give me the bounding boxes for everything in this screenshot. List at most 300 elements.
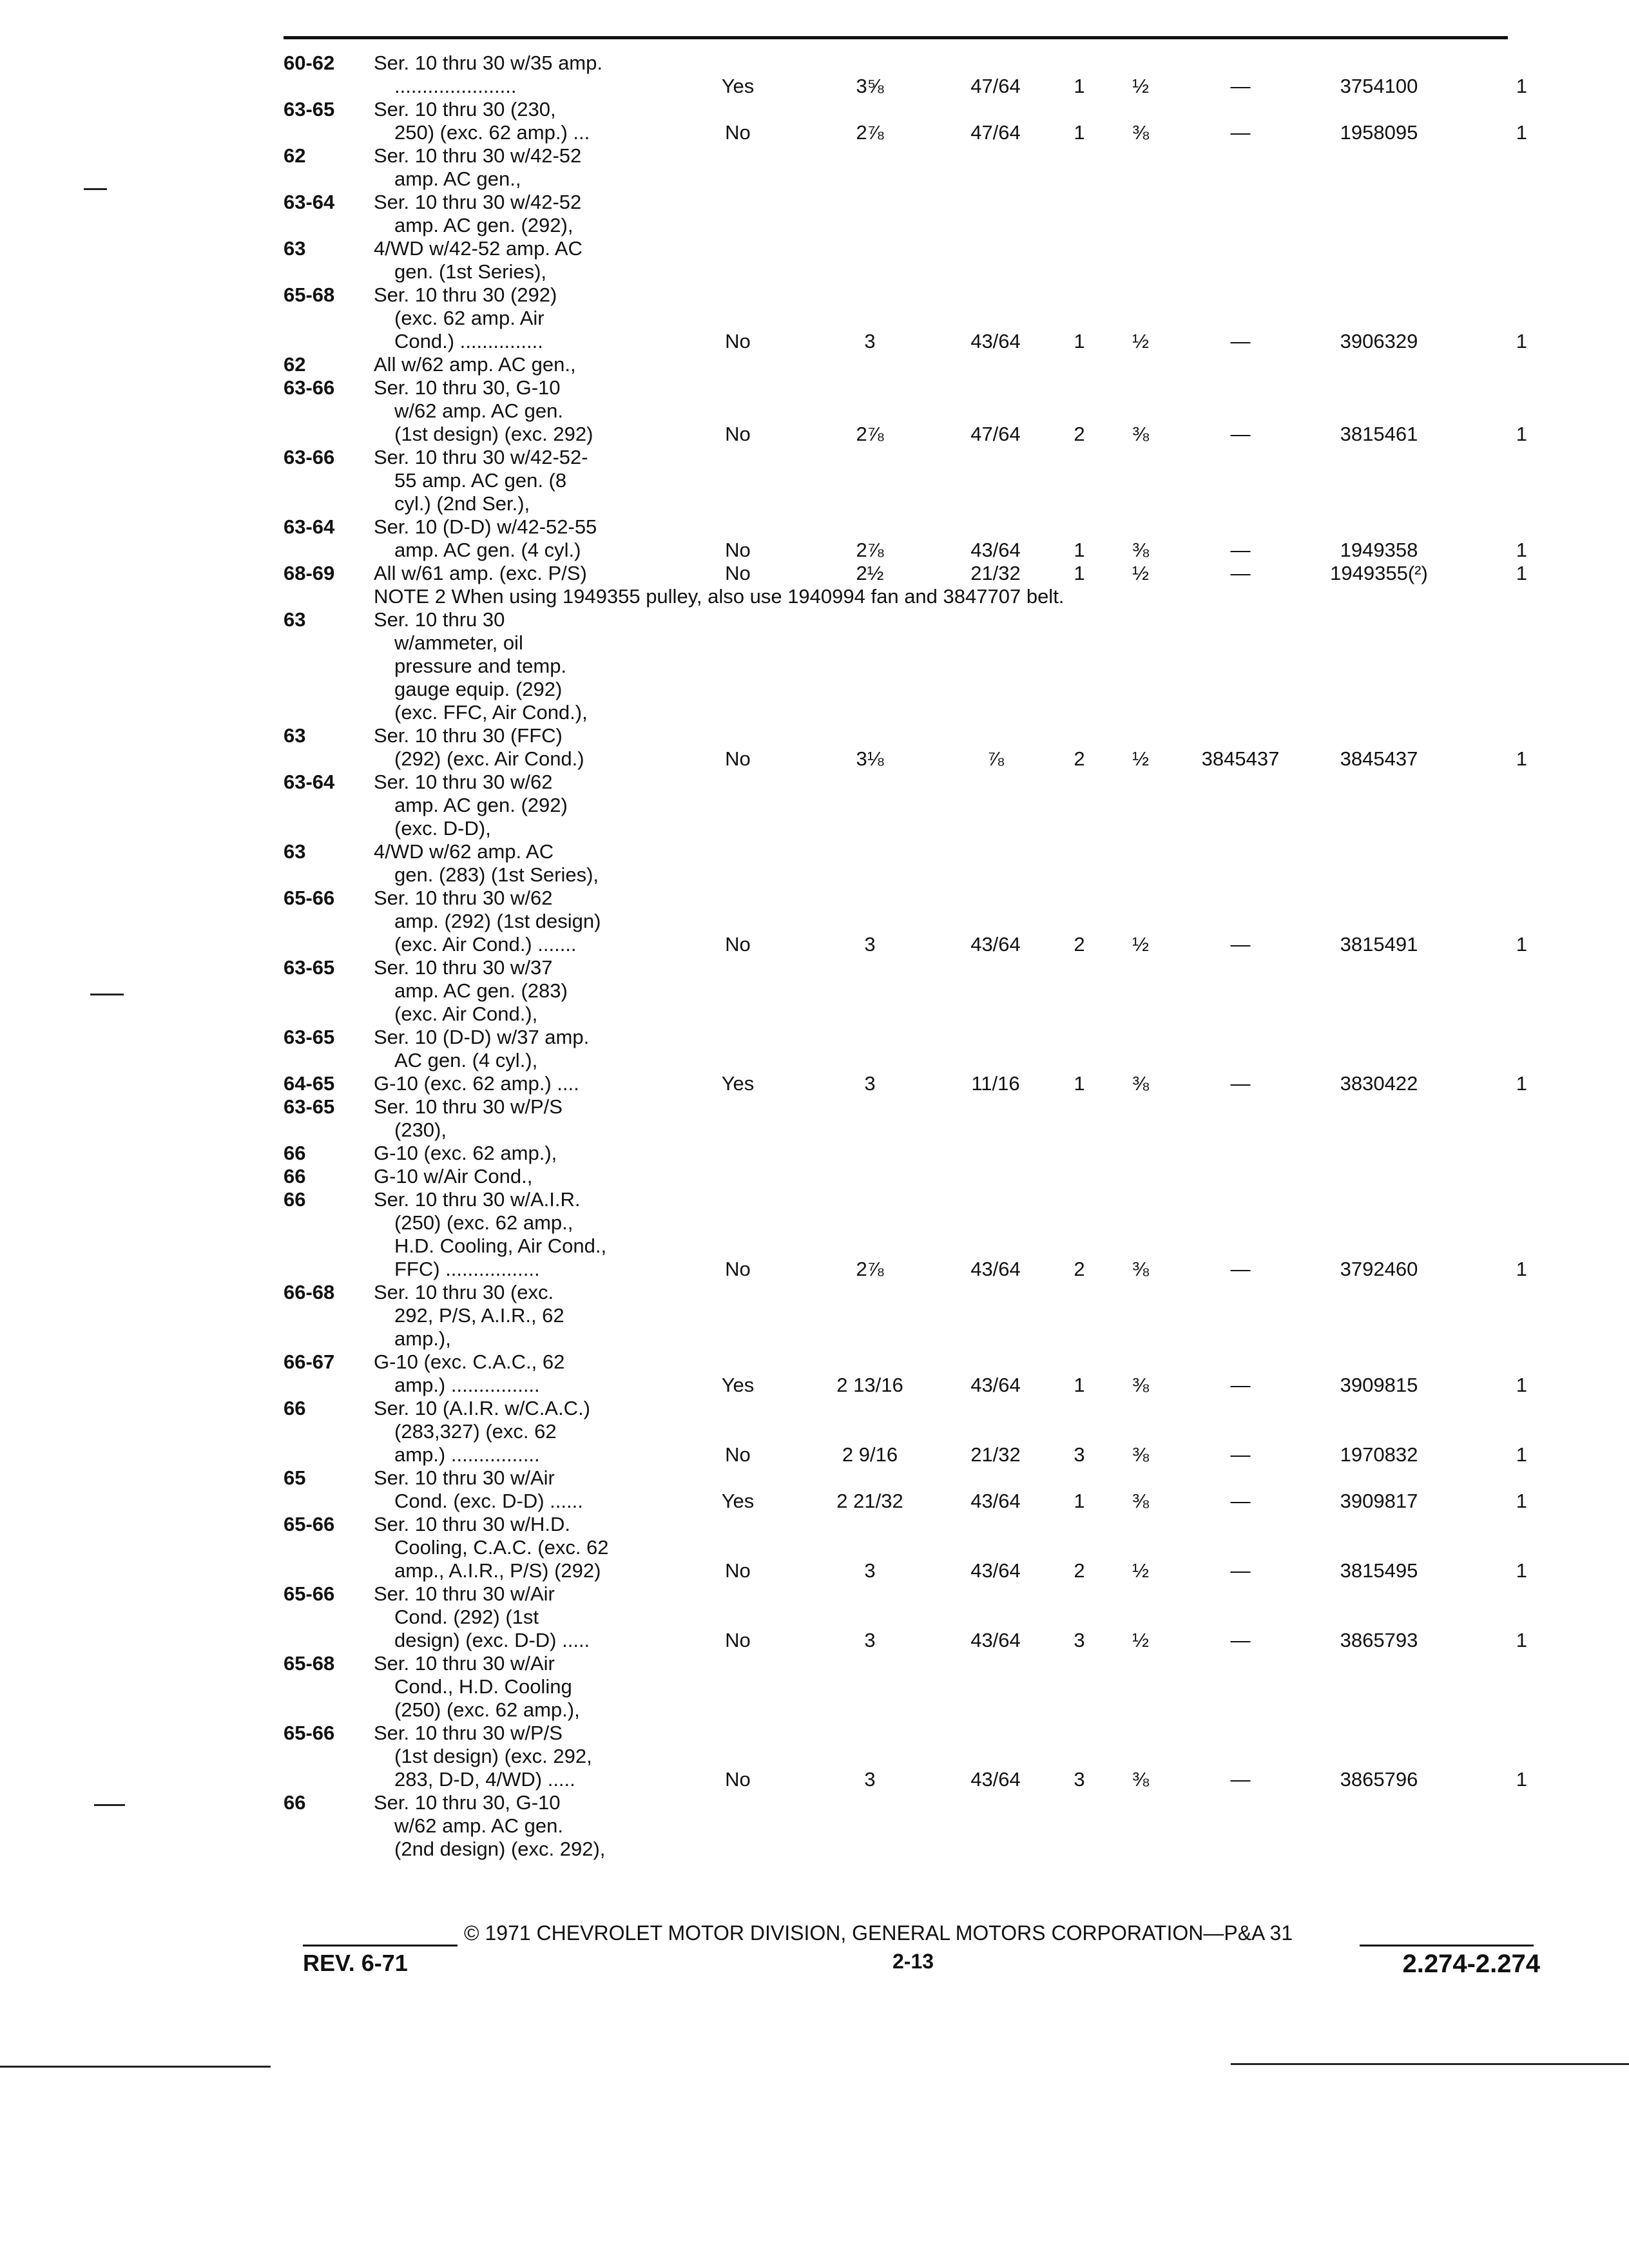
model-year: 66: [284, 1791, 306, 1814]
cell-qt: 1: [1516, 1768, 1527, 1791]
cell-w1: 2 21/32: [836, 1490, 903, 1512]
description-line: w/ammeter, oil: [394, 631, 523, 654]
application-description: [374, 1281, 677, 1350]
cell-yn: No: [725, 1258, 751, 1280]
description-line: G-10 (exc. 62 amp.) ....: [374, 1072, 579, 1095]
description-line: (283,327) (exc. 62: [394, 1420, 557, 1443]
application-description: [374, 191, 677, 237]
description-line: amp. (292) (1st design): [394, 910, 601, 932]
cell-qt: 1: [1516, 933, 1527, 956]
table-row: [284, 1095, 1547, 1142]
cell-bp: —: [1230, 1072, 1251, 1095]
cell-nm: 1: [1074, 1490, 1085, 1512]
description-line: Cond., H.D. Cooling: [394, 1675, 572, 1698]
description-line: (230),: [394, 1119, 447, 1141]
cell-yn: Yes: [721, 1490, 755, 1512]
cell-w1: 2⅞: [856, 121, 884, 144]
cell-yn: No: [725, 562, 751, 584]
description-line: (exc. D-D),: [394, 817, 491, 840]
cell-w2: 43/64: [970, 1559, 1021, 1582]
table-row: [284, 1142, 1547, 1165]
cell-qt: 1: [1516, 1629, 1527, 1651]
table-row: [284, 562, 1547, 585]
top-rule: [284, 36, 1508, 39]
cell-qt: 1: [1516, 1374, 1527, 1396]
description-line: amp. AC gen.,: [394, 168, 521, 190]
description-line: (250) (exc. 62 amp.,: [394, 1211, 574, 1234]
description-line: Cond. (292) (1st: [394, 1606, 539, 1628]
cell-qt: 1: [1516, 423, 1527, 445]
cell-nm: 1: [1074, 330, 1085, 352]
model-year: 65-66: [284, 887, 335, 909]
description-line: Cond.) ...............: [394, 330, 543, 352]
cell-w2: 21/32: [970, 562, 1021, 584]
application-description: [374, 237, 677, 284]
section-number: 2.274-2.274: [1402, 1950, 1540, 1978]
cell-nm: 2: [1074, 933, 1085, 956]
description-line: Ser. 10 thru 30 w/H.D.: [374, 1513, 570, 1535]
table-row: [284, 1188, 1547, 1281]
application-description: [374, 446, 677, 515]
description-line: Ser. 10 thru 30 w/Air: [374, 1466, 555, 1489]
application-description: [374, 1397, 677, 1466]
footer-rule-left: [303, 1945, 458, 1946]
cell-pn: 3815495: [1340, 1559, 1418, 1582]
table-row: [284, 608, 1547, 724]
cell-yn: No: [725, 747, 751, 770]
cell-sz: ⅜: [1132, 539, 1149, 561]
description-line: Ser. 10 thru 30 w/35 amp.: [374, 52, 602, 74]
cell-w2: 47/64: [970, 423, 1021, 445]
description-line: Ser. 10 (D-D) w/42-52-55: [374, 515, 597, 538]
model-year: 63: [284, 608, 306, 631]
table-row: [284, 515, 1547, 562]
description-line: amp. AC gen. (283): [394, 979, 568, 1002]
cell-w2: 43/64: [970, 1629, 1021, 1651]
model-year: 63-66: [284, 376, 335, 399]
application-description: [374, 1026, 677, 1072]
description-line: Ser. 10 thru 30 w/A.I.R.: [374, 1188, 581, 1211]
cell-w1: 3: [864, 330, 876, 352]
table-row: [284, 1791, 1547, 1861]
description-line: Ser. 10 thru 30 w/Air: [374, 1652, 555, 1675]
cell-bp: —: [1230, 539, 1251, 561]
description-line: (exc. Air Cond.),: [394, 1003, 538, 1025]
description-line: 292, P/S, A.I.R., 62: [394, 1304, 564, 1327]
description-line: (exc. 62 amp. Air: [394, 307, 545, 329]
cell-sz: ⅜: [1132, 1374, 1149, 1396]
cell-yn: No: [725, 1768, 751, 1791]
description-line: amp.),: [394, 1327, 451, 1350]
cell-w1: 3⅝: [856, 75, 884, 97]
bottom-rule-right: [1231, 2063, 1629, 2065]
description-line: NOTE 2 When using 1949355 pulley, also use 1940994 fan and 3847707 belt.: [374, 585, 1065, 608]
application-description: [374, 1466, 677, 1513]
cell-sz: ½: [1132, 75, 1149, 97]
description-line: G-10 (exc. C.A.C., 62: [374, 1350, 565, 1373]
cell-pn: 1958095: [1340, 121, 1418, 144]
cell-nm: 1: [1074, 562, 1085, 584]
model-year: 63: [284, 724, 306, 747]
description-line: Cond. (exc. D-D) ......: [394, 1490, 583, 1512]
cell-bp: —: [1230, 1490, 1251, 1512]
model-year: 65-66: [284, 1582, 335, 1605]
cell-w1: 3: [864, 1768, 876, 1791]
description-line: Ser. 10 thru 30, G-10: [374, 376, 561, 399]
cell-yn: No: [725, 1629, 751, 1651]
cell-w1: 3: [864, 1629, 876, 1651]
application-description: [374, 562, 677, 585]
application-description: [374, 1072, 677, 1095]
table-row: [284, 1466, 1547, 1513]
model-year: 63-66: [284, 446, 335, 468]
model-year: 62: [284, 353, 306, 376]
description-line: Ser. 10 (A.I.R. w/C.A.C.): [374, 1397, 590, 1419]
table-row: [284, 585, 1547, 608]
row-values: [677, 1258, 1527, 1281]
cell-yn: No: [725, 423, 751, 445]
cell-sz: ½: [1132, 562, 1149, 584]
cell-pn: 3906329: [1340, 330, 1418, 352]
description-line: 283, D-D, 4/WD) .....: [394, 1768, 575, 1791]
cell-nm: 2: [1074, 747, 1085, 770]
cell-sz: ⅜: [1132, 1443, 1149, 1466]
application-description: [374, 353, 677, 376]
application-description: [374, 608, 677, 724]
description-line: amp. AC gen. (4 cyl.): [394, 539, 581, 561]
description-line: 250) (exc. 62 amp.) ...: [394, 121, 590, 144]
description-line: AC gen. (4 cyl.),: [394, 1049, 538, 1072]
cell-yn: Yes: [721, 1072, 755, 1095]
table-row: [284, 1281, 1547, 1350]
model-year: 68-69: [284, 562, 335, 584]
description-line: Ser. 10 thru 30, G-10: [374, 1791, 561, 1814]
description-line: (exc. FFC, Air Cond.),: [394, 701, 588, 724]
application-description: [374, 1722, 677, 1791]
description-line: Ser. 10 thru 30 (FFC): [374, 724, 563, 747]
cell-nm: 1: [1074, 539, 1085, 561]
model-year: 66: [284, 1142, 306, 1164]
cell-w2: 47/64: [970, 121, 1021, 144]
description-line: Ser. 10 thru 30: [374, 608, 505, 631]
cell-bp: 3845437: [1201, 747, 1280, 770]
application-description: [374, 771, 677, 840]
description-line: ......................: [394, 75, 517, 97]
model-year: 66-68: [284, 1281, 335, 1303]
model-year: 66: [284, 1165, 306, 1187]
cell-yn: No: [725, 933, 751, 956]
model-year: 63-65: [284, 956, 335, 979]
model-year: 63: [284, 237, 306, 260]
footer-rule-right: [1360, 1945, 1534, 1946]
description-line: gen. (283) (1st Series),: [394, 863, 599, 886]
cell-qt: 1: [1516, 1443, 1527, 1466]
table-row: [284, 237, 1547, 284]
description-line: All w/61 amp. (exc. P/S): [374, 562, 587, 584]
row-values: [677, 330, 1527, 353]
cell-pn: 1949358: [1340, 539, 1418, 561]
description-line: H.D. Cooling, Air Cond.,: [394, 1235, 607, 1257]
description-line: gauge equip. (292): [394, 678, 563, 700]
cell-yn: No: [725, 330, 751, 352]
cell-qt: 1: [1516, 1258, 1527, 1280]
description-line: All w/62 amp. AC gen.,: [374, 353, 576, 376]
description-line: (1st design) (exc. 292): [394, 423, 593, 445]
table-row: [284, 1582, 1547, 1652]
cell-w1: 2 9/16: [842, 1443, 898, 1466]
cell-pn: 3909815: [1340, 1374, 1418, 1396]
description-line: (1st design) (exc. 292,: [394, 1745, 592, 1767]
table-row: [284, 191, 1547, 237]
application-description: [374, 1791, 677, 1861]
cell-nm: 2: [1074, 1559, 1085, 1582]
cell-pn: 3865793: [1340, 1629, 1418, 1651]
cell-yn: Yes: [721, 75, 755, 97]
cell-qt: 1: [1516, 1490, 1527, 1512]
application-description: [374, 1188, 677, 1281]
model-year: 64-65: [284, 1072, 335, 1095]
model-year: 60-62: [284, 52, 335, 74]
cell-pn: 3865796: [1340, 1768, 1418, 1791]
model-year: 66-67: [284, 1350, 335, 1373]
description-line: Ser. 10 thru 30 (exc.: [374, 1281, 554, 1303]
model-year: 65-68: [284, 284, 335, 306]
row-values: [677, 539, 1527, 562]
row-values: [677, 1768, 1527, 1791]
cell-nm: 1: [1074, 121, 1085, 144]
cell-w2: 11/16: [971, 1072, 1020, 1095]
cell-w1: 3: [864, 1559, 876, 1582]
cell-bp: —: [1230, 1443, 1251, 1466]
cell-w1: 2½: [856, 562, 884, 584]
cell-w2: 21/32: [970, 1443, 1021, 1466]
cell-w2: 43/64: [970, 1768, 1021, 1791]
application-description: [374, 284, 677, 353]
table-row: [284, 98, 1547, 144]
application-description: [374, 1165, 677, 1188]
table-row: [284, 771, 1547, 840]
bottom-rule-left: [0, 2066, 271, 2068]
cell-bp: —: [1230, 1559, 1251, 1582]
copyright-text: © 1971 CHEVROLET MOTOR DIVISION, GENERAL MOTORS CORPORATION—P&A 31: [464, 1921, 1293, 1945]
cell-bp: —: [1230, 121, 1251, 144]
cell-bp: —: [1230, 933, 1251, 956]
cell-w2: 43/64: [970, 1258, 1021, 1280]
model-year: 63-64: [284, 191, 335, 213]
row-values: [677, 121, 1527, 144]
application-description: [374, 1582, 677, 1652]
cell-sz: ½: [1132, 1559, 1149, 1582]
application-description: [374, 515, 677, 562]
table-row: [284, 1026, 1547, 1072]
revision-label: REV. 6-71: [303, 1950, 408, 1976]
cell-w1: 3⅛: [856, 747, 884, 770]
application-description: [374, 1513, 677, 1582]
cell-nm: 3: [1074, 1768, 1085, 1791]
row-values: [677, 1490, 1527, 1513]
model-year: 63-65: [284, 1026, 335, 1048]
cell-yn: No: [725, 1559, 751, 1582]
model-year: 65-68: [284, 1652, 335, 1675]
cell-w2: 43/64: [970, 539, 1021, 561]
description-line: 4/WD w/62 amp. AC: [374, 840, 554, 863]
description-line: Ser. 10 (D-D) w/37 amp.: [374, 1026, 590, 1048]
application-description: [374, 840, 677, 887]
table-row: [284, 52, 1547, 98]
cell-qt: 1: [1516, 121, 1527, 144]
cell-w2: 47/64: [970, 75, 1021, 97]
cell-pn: 1949355(²): [1330, 562, 1428, 584]
row-values: [677, 423, 1527, 446]
row-values: [677, 1443, 1527, 1466]
row-values: [677, 1559, 1527, 1582]
application-description: [374, 376, 677, 446]
cell-sz: ⅜: [1132, 1258, 1149, 1280]
table-row: [284, 1397, 1547, 1466]
table-row: [284, 446, 1547, 515]
margin-tick: [84, 188, 107, 190]
cell-pn: 3845437: [1340, 747, 1418, 770]
table-row: [284, 724, 1547, 771]
description-line: design) (exc. D-D) .....: [394, 1629, 590, 1651]
cell-qt: 1: [1516, 747, 1527, 770]
cell-bp: —: [1230, 1768, 1251, 1791]
cell-qt: 1: [1516, 1559, 1527, 1582]
application-description: [374, 1350, 677, 1397]
cell-nm: 2: [1074, 423, 1085, 445]
description-line: Cooling, C.A.C. (exc. 62: [394, 1536, 609, 1559]
cell-pn: 3830422: [1340, 1072, 1418, 1095]
row-values: [677, 562, 1527, 585]
cell-sz: ½: [1132, 933, 1149, 956]
model-year: 66: [284, 1188, 306, 1211]
description-line: amp.) ................: [394, 1374, 540, 1396]
cell-w2: 43/64: [970, 933, 1021, 956]
description-line: FFC) .................: [394, 1258, 540, 1280]
cell-w1: 2⅞: [856, 423, 884, 445]
cell-nm: 3: [1074, 1629, 1085, 1651]
description-line: Ser. 10 thru 30 w/62: [374, 771, 553, 793]
description-line: 4/WD w/42-52 amp. AC: [374, 237, 583, 260]
cell-bp: —: [1230, 330, 1251, 352]
model-year: 63-64: [284, 515, 335, 538]
cell-bp: —: [1230, 75, 1251, 97]
parts-table: [284, 52, 1547, 1861]
cell-sz: ½: [1132, 1629, 1149, 1651]
cell-qt: 1: [1516, 539, 1527, 561]
table-row: [284, 956, 1547, 1026]
description-line: w/62 amp. AC gen.: [394, 1814, 563, 1837]
description-line: Ser. 10 thru 30 w/42-52: [374, 191, 582, 213]
cell-sz: ½: [1132, 330, 1149, 352]
description-line: (2nd design) (exc. 292),: [394, 1838, 606, 1860]
cell-qt: 1: [1516, 1072, 1527, 1095]
cell-w1: 3: [864, 933, 876, 956]
table-row: [284, 1652, 1547, 1722]
cell-pn: 1970832: [1340, 1443, 1418, 1466]
cell-nm: 3: [1074, 1443, 1085, 1466]
cell-sz: ⅜: [1132, 1768, 1149, 1791]
cell-w2: 43/64: [970, 1490, 1021, 1512]
model-year: 66: [284, 1397, 306, 1419]
cell-yn: No: [725, 1443, 751, 1466]
row-values: [677, 1072, 1527, 1095]
description-line: G-10 w/Air Cond.,: [374, 1165, 533, 1187]
model-year: 63-64: [284, 771, 335, 793]
cell-sz: ⅜: [1132, 423, 1149, 445]
description-line: Ser. 10 thru 30 (230,: [374, 98, 556, 120]
cell-qt: 1: [1516, 330, 1527, 352]
application-description: [374, 724, 677, 771]
description-line: Ser. 10 thru 30 (292): [374, 284, 557, 306]
cell-sz: ⅜: [1132, 1490, 1149, 1512]
table-row: [284, 1072, 1547, 1095]
cell-bp: —: [1230, 1258, 1251, 1280]
table-row: [284, 840, 1547, 887]
cell-yn: No: [725, 121, 751, 144]
table-row: [284, 353, 1547, 376]
cell-pn: 3909817: [1340, 1490, 1418, 1512]
description-line: 55 amp. AC gen. (8: [394, 469, 567, 492]
page-number: 2-13: [892, 1950, 934, 1973]
cell-w1: 3: [864, 1072, 876, 1095]
row-values: [677, 75, 1527, 98]
cell-w2: ⅞: [987, 747, 1004, 770]
cell-bp: —: [1230, 1629, 1251, 1651]
table-row: [284, 144, 1547, 191]
cell-pn: 3754100: [1340, 75, 1418, 97]
description-line: amp., A.I.R., P/S) (292): [394, 1559, 601, 1582]
cell-w1: 2⅞: [856, 1258, 884, 1280]
description-line: w/62 amp. AC gen.: [394, 399, 563, 422]
description-line: Ser. 10 thru 30 w/Air: [374, 1582, 555, 1605]
application-description: [374, 956, 677, 1026]
application-description: [374, 98, 677, 144]
row-values: [677, 747, 1527, 771]
table-row: [284, 1722, 1547, 1791]
description-line: Ser. 10 thru 30 w/42-52: [374, 144, 582, 167]
cell-sz: ⅜: [1132, 1072, 1149, 1095]
description-line: Ser. 10 thru 30 w/37: [374, 956, 553, 979]
cell-bp: —: [1230, 1374, 1251, 1396]
cell-yn: No: [725, 539, 751, 561]
cell-pn: 3792460: [1340, 1258, 1418, 1280]
description-line: (292) (exc. Air Cond.): [394, 747, 584, 770]
row-values: [677, 1629, 1527, 1652]
row-values: [677, 1374, 1527, 1397]
description-line: Ser. 10 thru 30 w/P/S: [374, 1095, 563, 1118]
description-line: gen. (1st Series),: [394, 260, 547, 283]
application-description: [374, 1652, 677, 1722]
description-line: Ser. 10 thru 30 w/P/S: [374, 1722, 563, 1744]
footnote-text: [374, 585, 1340, 608]
model-year: 63-65: [284, 1095, 335, 1118]
cell-w1: 2 13/16: [836, 1374, 903, 1396]
description-line: Ser. 10 thru 30 w/62: [374, 887, 553, 909]
cell-pn: 3815491: [1340, 933, 1418, 956]
cell-qt: 1: [1516, 562, 1527, 584]
application-description: [374, 887, 677, 956]
margin-tick: [94, 1804, 125, 1806]
cell-pn: 3815461: [1340, 423, 1418, 445]
description-line: amp. AC gen. (292): [394, 794, 568, 816]
description-line: G-10 (exc. 62 amp.),: [374, 1142, 557, 1164]
description-line: cyl.) (2nd Ser.),: [394, 492, 530, 515]
cell-w2: 43/64: [970, 330, 1021, 352]
application-description: [374, 52, 677, 98]
table-row: [284, 376, 1547, 446]
model-year: 65-66: [284, 1722, 335, 1744]
